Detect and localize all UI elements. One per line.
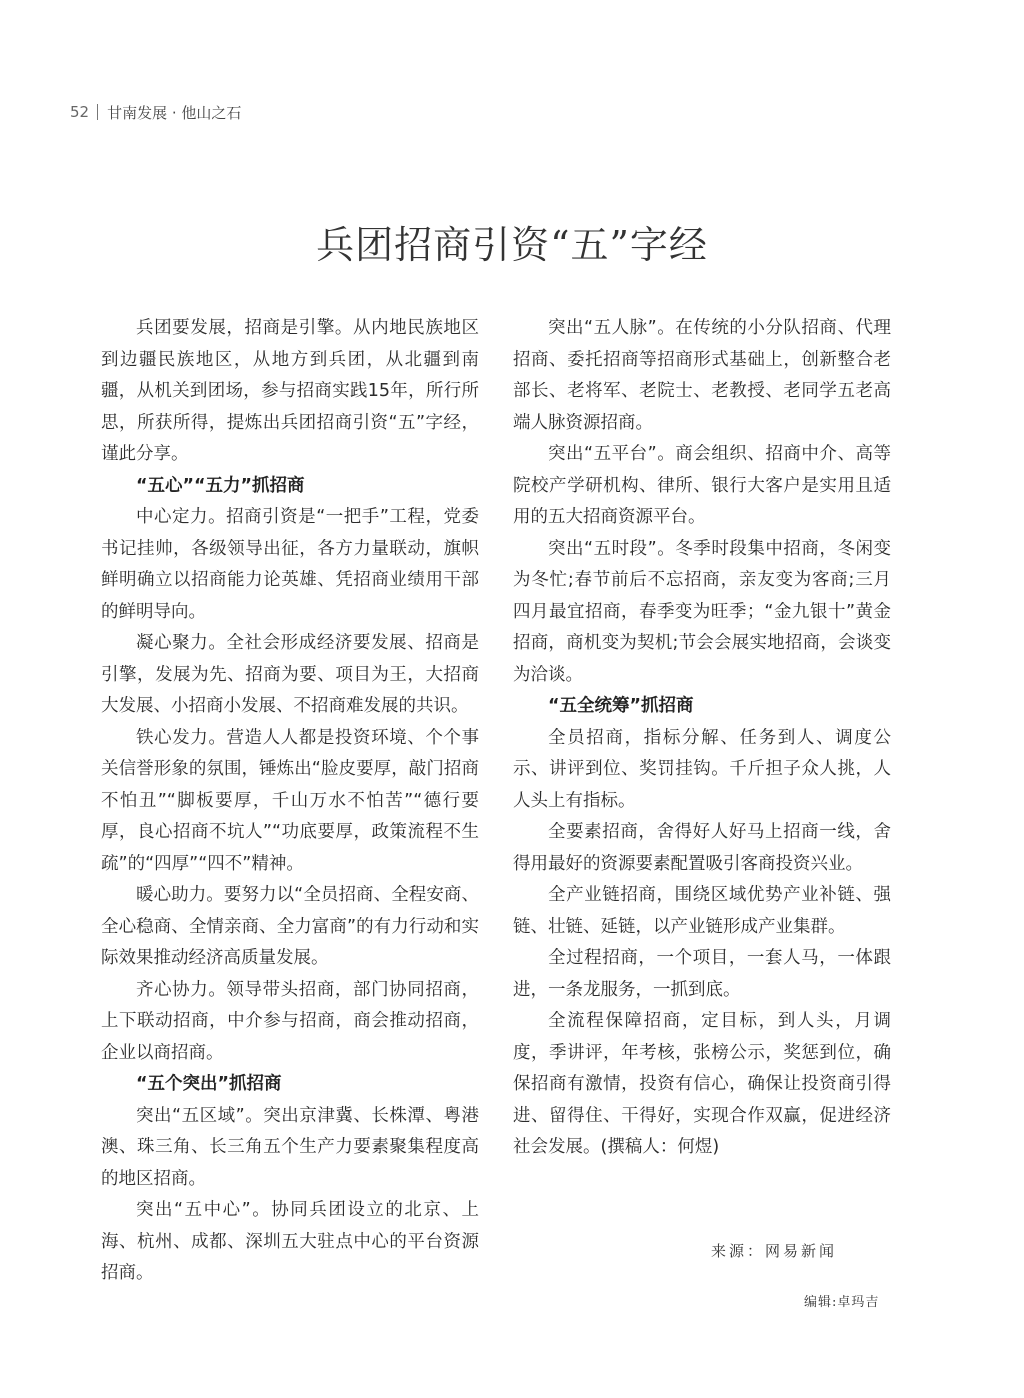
body-paragraph: 兵团要发展，招商是引擎。从内地民族地区到边疆民族地区，从地方到兵团，从北疆到南疆，从机关到团场，参与招商实践15年，所行所思，所获所得，提炼出兵团招商引资“五”字经，谨此分享。 <box>101 318 479 464</box>
editor-credit: 编辑:卓玛吉 <box>804 1295 880 1310</box>
body-paragraph: 突出“五时段”。冬季时段集中招商，冬闲变为冬忙;春节前后不忘招商，亲友变为客商;三月四月最宜招商，春季变为旺季；“金九银十”黄金招商，商机变为契机;节会会展实地招商，会谈变为洽谈。 <box>513 538 891 685</box>
body-paragraph: 铁心发力。营造人人都是投资环境、个个事关信誉形象的氛围，锤炼出“脸皮要厚，敲门招商不怕丑”“脚板要厚，千山万水不怕苦”“德行要厚，良心招商不坑人”“功底要厚，政策流程不生疏”的“四厚”“四不”精神。 <box>101 727 479 874</box>
body-paragraph: 全产业链招商，围绕区域优势产业补链、强链、壮链、延链，以产业链形成产业集群。 <box>513 885 891 937</box>
body-paragraph: 突出“五平台”。商会组织、招商中介、高等院校产学研机构、律所、银行大客户是实用且适用的五大招商资源平台。 <box>513 444 891 527</box>
page-number: 52 <box>70 103 90 121</box>
body-paragraph: 突出“五中心”。协同兵团设立的北京、上海、杭州、成都、深圳五大驻点中心的平台资源招商。 <box>101 1200 479 1283</box>
left-column <box>101 313 479 1290</box>
article-title: 兵团招商引资“五”字经 <box>316 223 708 267</box>
running-header <box>70 100 241 124</box>
body-paragraph: 全员招商，指标分解、任务到人、调度公示、讲评到位、奖罚挂钩。千斤担子众人挑，人人头上有指标。 <box>513 727 891 811</box>
body-paragraph: 暖心助力。要努力以“全员招商、全程安商、全心稳商、全情亲商、全力富商”的有力行动和实际效果推动经济高质量发展。 <box>101 885 479 968</box>
body-paragraph: 凝心聚力。全社会形成经济要发展、招商是引擎，发展为先、招商为要、项目为王，大招商大发展、小招商小发展、不招商难发展的共识。 <box>101 633 479 716</box>
source-credit: 来源：网易新闻 <box>711 1242 838 1260</box>
body-paragraph: 齐心协力。领导带头招商，部门协同招商，上下联动招商，中介参与招商，商会推动招商，企业以商招商。 <box>101 979 479 1063</box>
body-paragraph: 突出“五人脉”。在传统的小分队招商、代理招商、委托招商等招商形式基础上，创新整合老部长、老将军、老院士、老教授、老同学五老高端人脉资源招商。 <box>513 318 891 433</box>
body-paragraph: 中心定力。招商引资是“一把手”工程，党委书记挂帅，各级领导出征，各方力量联动，旗帜鲜明确立以招商能力论英雄、凭招商业绩用干部的鲜明导向。 <box>101 507 479 622</box>
section-heading: “五全统筹”抓招商 <box>548 696 694 716</box>
section-heading: “五个突出”抓招商 <box>136 1074 282 1094</box>
right-column <box>513 313 891 1164</box>
body-paragraph: 全过程招商，一个项目，一套人马，一体跟进，一条龙服务，一抓到底。 <box>513 948 891 1000</box>
section-heading: “五心”“五力”抓招商 <box>136 475 305 496</box>
body-paragraph: 突出“五区域”。突出京津冀、长株潭、粤港澳、珠三角、长三角五个生产力要素聚集程度高的地区招商。 <box>101 1105 479 1189</box>
body-paragraph: 全要素招商，舍得好人好马上招商一线，舍得用最好的资源要素配置吸引客商投资兴业。 <box>513 822 891 874</box>
body-paragraph: 全流程保障招商，定目标，到人头，月调度，季讲评，年考核，张榜公示，奖惩到位，确保招商有激情，投资有信心，确保让投资商引得进、留得住、干得好，实现合作双赢，促进经济社会发展。(撰稿人：何煜) <box>513 1011 891 1157</box>
section-name: 甘南发展 · 他山之石 <box>107 103 242 122</box>
header-divider <box>97 104 98 120</box>
